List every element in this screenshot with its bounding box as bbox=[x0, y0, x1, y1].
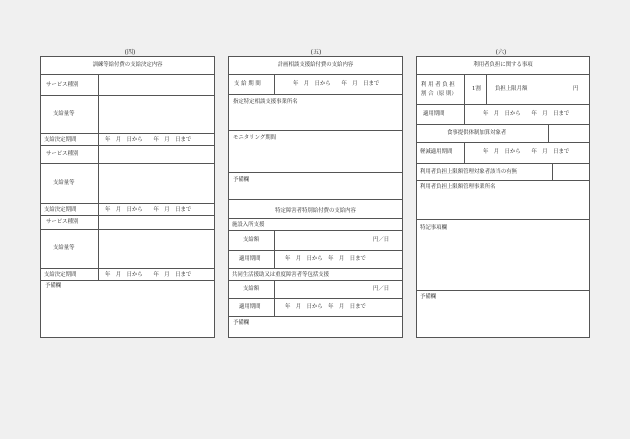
office-label: 指定特定相談支援事業所名 bbox=[233, 99, 298, 105]
apply-period-value: 年 月 日から 年 月 日まで bbox=[285, 256, 366, 262]
mitigation-value: 年 月 日から 年 月 日まで bbox=[483, 149, 570, 155]
apply-period-row bbox=[417, 105, 589, 125]
service-type-label: サービス種別 bbox=[46, 151, 79, 157]
amount-row bbox=[41, 164, 214, 204]
service-type-label: サービス種別 bbox=[46, 82, 79, 88]
period-row bbox=[41, 204, 214, 216]
period-value: 年 月 日から 年 月 日まで bbox=[105, 272, 192, 278]
apply-period-label: 適用期間 bbox=[239, 256, 261, 262]
apply-period-row bbox=[229, 299, 402, 317]
burden-ratio-label-1: 利 用 者 負 担 bbox=[421, 82, 455, 88]
amount-label: 支給量等 bbox=[53, 245, 75, 251]
notes-label: 予備欄 bbox=[45, 283, 62, 289]
cap-mgmt-label: 利用者負担上限額管理対象者該当の有無 bbox=[420, 169, 518, 175]
apply-period-label: 適用期間 bbox=[423, 111, 445, 117]
special-title: 特定障害者特別給付費の支給内容 bbox=[275, 208, 356, 214]
panel-title-row bbox=[417, 57, 589, 75]
special-notes-label: 特記事項欄 bbox=[420, 225, 447, 231]
cap-office-row bbox=[417, 181, 589, 220]
period-label: 支給決定期間 bbox=[44, 272, 77, 278]
panel-title: 利用者負担に関する事項 bbox=[473, 62, 533, 68]
notes-row bbox=[229, 173, 402, 200]
yen-per-day: 円／日 bbox=[373, 237, 390, 243]
period-row bbox=[41, 134, 214, 146]
service-type-label: サービス種別 bbox=[46, 219, 79, 225]
apply-period-value: 年 月 日から 年 月 日まで bbox=[285, 304, 366, 310]
service-type-row bbox=[41, 216, 214, 230]
burden-limit-label: 負担上限月額 bbox=[495, 86, 528, 92]
amount-label: 支給量等 bbox=[53, 111, 75, 117]
special-notes-row bbox=[417, 220, 589, 291]
amount-row bbox=[41, 230, 214, 269]
burden-ratio-label-2: 割 合（原 則） bbox=[421, 91, 457, 97]
facility-row bbox=[229, 219, 402, 231]
meal-row bbox=[417, 125, 589, 143]
group-home-label: 共同生活援助又は重度障害者等包括支援 bbox=[232, 272, 330, 278]
apply-period-label: 適用期間 bbox=[239, 304, 261, 310]
panel-training-benefits bbox=[40, 56, 215, 338]
special-title-row bbox=[229, 200, 402, 219]
cap-mgmt-row bbox=[417, 164, 589, 181]
office-row bbox=[229, 95, 402, 131]
cap-office-label: 利用者負担上限額管理事業所名 bbox=[420, 184, 496, 190]
yen-unit: 円 bbox=[573, 86, 579, 92]
panel-title: 計画相談支援給付費の支給内容 bbox=[277, 62, 354, 68]
period-value: 年 月 日から 年 月 日まで bbox=[105, 207, 192, 213]
pay-period-label: 支 給 期 間 bbox=[234, 81, 261, 87]
period-row bbox=[41, 269, 214, 281]
notes-label: 予備欄 bbox=[420, 294, 437, 300]
service-type-row bbox=[41, 75, 214, 96]
service-type-row bbox=[41, 146, 214, 164]
meal-label: 食事提供体制加算対象者 bbox=[447, 130, 507, 136]
notes-label: 予備欄 bbox=[233, 320, 250, 326]
amount-row bbox=[229, 231, 402, 251]
panel-user-burden bbox=[416, 56, 590, 338]
burden-ratio-row bbox=[417, 75, 589, 105]
pay-period-value: 年 月 日から 年 月 日まで bbox=[293, 81, 380, 87]
mitigation-row bbox=[417, 143, 589, 164]
period-value: 年 月 日から 年 月 日まで bbox=[105, 137, 192, 143]
amount-label: 支給額 bbox=[243, 286, 260, 292]
pay-period-row bbox=[229, 75, 402, 95]
yen-per-day: 円／日 bbox=[373, 286, 390, 292]
amount-row bbox=[41, 96, 214, 134]
amount-label: 支給額 bbox=[243, 237, 260, 243]
period-label: 支給決定期間 bbox=[44, 207, 77, 213]
panel-title: 訓練等給付費の支給決定内容 bbox=[92, 62, 163, 68]
facility-label: 施設入所支援 bbox=[232, 222, 265, 228]
apply-period-value: 年 月 日から 年 月 日まで bbox=[483, 111, 570, 117]
panel-planning-consultation bbox=[228, 56, 403, 338]
amount-label: 支給量等 bbox=[53, 180, 75, 186]
monitoring-row bbox=[229, 131, 402, 173]
burden-ratio-value: 1割 bbox=[472, 86, 481, 92]
group-home-row bbox=[229, 269, 402, 281]
mitigation-label: 軽減適用期間 bbox=[420, 149, 453, 155]
panel-title-row bbox=[41, 57, 214, 75]
section-number-4: (四) bbox=[124, 49, 136, 56]
amount-row bbox=[229, 281, 402, 299]
section-number-6: (六) bbox=[495, 49, 507, 56]
panel-title-row bbox=[229, 57, 402, 75]
monitoring-label: モニタリング期間 bbox=[233, 135, 277, 141]
notes-label: 予備欄 bbox=[233, 177, 250, 183]
period-label: 支給決定期間 bbox=[44, 137, 77, 143]
section-number-5: (五) bbox=[310, 49, 322, 56]
apply-period-row bbox=[229, 251, 402, 269]
